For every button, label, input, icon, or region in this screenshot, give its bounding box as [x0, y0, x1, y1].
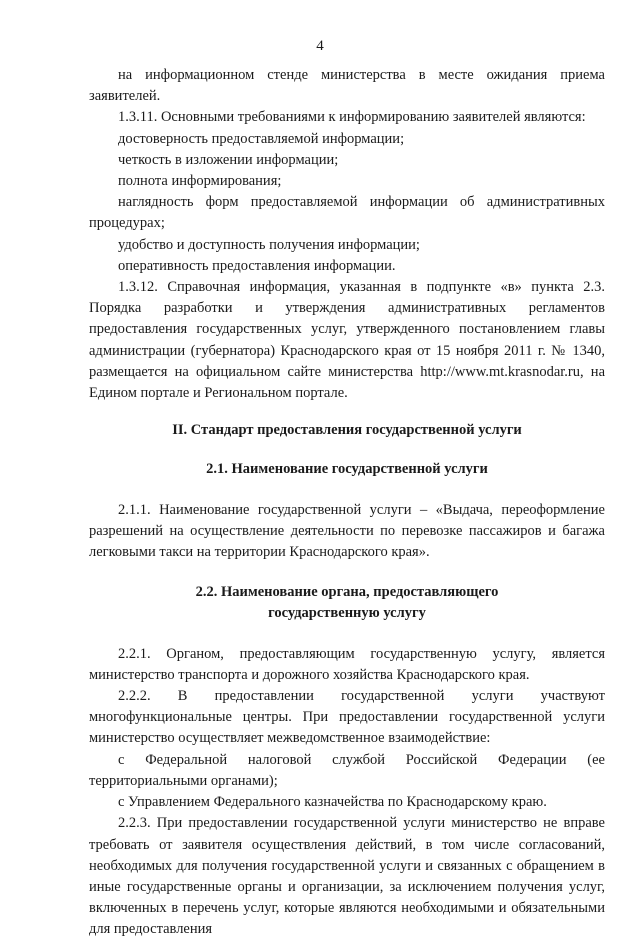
list-item-reliability: достоверность предоставляемой информации;: [118, 130, 405, 147]
page-number: 4: [316, 38, 324, 54]
subsection-heading-2-2-line2: государственную услугу: [268, 605, 426, 622]
section-heading: II. Стандарт предоставления государственной услуги: [172, 422, 522, 439]
list-item-visibility: наглядность форм предоставляемой информации об административных процедурах;: [89, 194, 605, 232]
paragraph-2-1-1: 2.1.1. Наименование государственной услуги – «Выдача, переоформление разрешений на осуществление деятельности по перевозке пассажиров и багажа легковыми такси на территории Краснодарского края».: [89, 501, 605, 561]
list-item-tax-service: с Федеральной налоговой службой Российской Федерации (ее территориальными органами);: [89, 751, 605, 789]
paragraph-1-3-12: 1.3.12. Справочная информация, указанная в подпункте «в» пункта 2.3. Порядка разработки и утверждения административных регламентов предоставления государственных услуг, утвержденного постановлением главы администрации (губернатора) Краснодарского края от 15 ноября 2011 г. № 1340, размещается на официальном сайте министерства http://www.mt.krasnodar.ru, на Едином портале и Региональном портале.: [89, 279, 605, 402]
list-item-convenience: удобство и доступность получения информации;: [118, 236, 420, 253]
list-item-treasury: с Управлением Федерального казначейства по Краснодарскому краю.: [118, 794, 547, 811]
list-item-clarity: четкость в изложении информации;: [118, 151, 339, 168]
paragraph-1-3-11: 1.3.11. Основными требованиями к информированию заявителей являются:: [118, 109, 586, 126]
list-item-completeness: полнота информирования;: [118, 173, 282, 190]
list-item-promptness: оперативность предоставления информации.: [118, 257, 396, 274]
subsection-heading-2-2-line1: 2.2. Наименование органа, предоставляющего: [195, 584, 499, 601]
subsection-heading-2-1: 2.1. Наименование государственной услуги: [206, 461, 488, 478]
paragraph-2-2-2: 2.2.2. В предоставлении государственной услуги участвуют многофункциональные центры. При предоставлении государственной услуги министерство осуществляет межведомственное взаимодействие:: [89, 688, 605, 747]
document-body: [89, 65, 605, 941]
paragraph-2-2-3: 2.2.3. При предоставлении государственной услуги министерство не вправе требовать от заявителя осуществления действий, в том числе согласований, необходимых для получения государственной услуги и связанных с обращением в иные государственные органы и организации, за исключением получения услуг, включенных в перечень услуг, которые являются необходимыми и обязательными для предоставления: [89, 815, 605, 938]
paragraph-stand-info: на информационном стенде министерства в месте ожидания приема заявителей.: [89, 67, 605, 105]
paragraph-2-2-1: 2.2.1. Органом, предоставляющим государственную услугу, является министерство транспорта и дорожного хозяйства Краснодарского края.: [89, 645, 605, 683]
